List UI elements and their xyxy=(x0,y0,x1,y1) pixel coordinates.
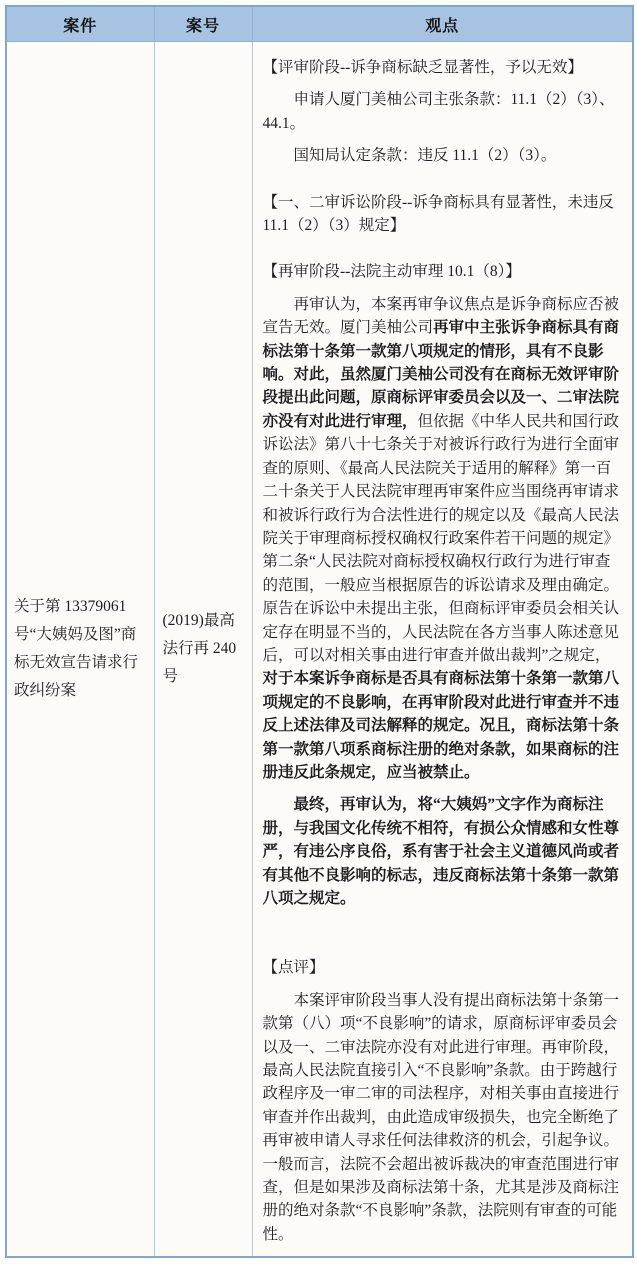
opinion-paragraph: 申请人厦门美柚公司主张条款：11.1（2）（3）、44.1。 xyxy=(262,91,615,132)
opinion-section-header: 【再审阶段--法院主动审理 10.1（8）】 xyxy=(262,263,521,281)
opinion-content xyxy=(263,56,623,1246)
header-row xyxy=(6,6,633,42)
opinion-cell xyxy=(252,42,633,1258)
opinion-section-header: 【点评】 xyxy=(262,959,325,977)
col-header-number: 案号 xyxy=(154,6,252,42)
col-header-case: 案件 xyxy=(6,6,154,42)
case-name-cell xyxy=(6,42,154,1258)
opinion-paragraph: 本案评审阶段当事人没有提出商标法第十条第一款第（八）项“不良影响”的请求，原商标评审委员会以及一、二审法院亦没有对此进行审理。再审阶段，最高人民法院直接引入“不良影响”条款。由于跨越行政程序及一审二审的司法程序，对相关事由直接进行审查并作出裁判，由此造成审级损失，也完全断绝了再审被申请人寻求任何法律救济的机会，引起争议。一般而言，法院不会超出被诉裁决的审查范围进行审查，但是如果涉及商标法第十条，尤其是涉及商标注册的绝对条款“不良影响”条款，法院则有审查的可能性。 xyxy=(262,991,620,1243)
case-number-text: (2019)最高法行再 240 号 xyxy=(162,612,237,686)
case-name-text: 关于第 13379061 号“大姨妈及图”商标无效宣告请求行政纠纷案 xyxy=(14,598,139,700)
opinion-paragraph: 国知局认定条款：违反 11.1（2）（3）。 xyxy=(293,147,557,165)
opinion-paragraph: 最终，再审认为，将“大姨妈”文字作为商标注册，与我国文化传统不相符，有损公众情感和女性尊严，有违公序良俗，系有害于社会主义道德风尚或者有其他不良影响的标志，违反商标法第十条第一款第八项之规定。 xyxy=(262,796,620,907)
opinion-paragraph: 再审认为，本案再审争议焦点是诉争商标应否被宣告无效。厦门美柚公司再审中主张诉争商标具有商标法第十条第一款第八项规定的情形，具有不良影响。对此，虽然厦门美柚公司没有在商标无效评审阶段提出此问题，原商标评审委员会以及一、二审法院亦没有对此进行审理，但依据《中华人民共和国行政诉讼法》第八十七条关于对被诉行政行为进行全面审查的原则、《最高人民法院关于适用的解释》第一百二十条关于人民法院审理再审案件应当围绕再审请求和被诉行政行为合法性进行的规定以及《最高人民法院关于审理商标授权确权行政案件若干问题的规定》第二条“人民法院对商标授权确权行政行为进行审查的范围，一般应当根据原告的诉讼请求及理由确定。原告在诉讼中未提出主张，但商标评审委员会相关认定存在明显不当的，人民法院在各方当事人陈述意见后，可以对相关事由进行审查并做出裁判”之规定，对于本案诉争商标是否具有商标法第十条第一款第八项规定的不良影响，在再审阶段对此进行审查并不违反上述法律及司法解释的规定。况且，商标法第十条第一款第八项系商标注册的绝对条款，如果商标的注册违反此条规定，应当被禁止。 xyxy=(262,295,620,781)
case-table xyxy=(5,5,634,1258)
opinion-section-header: 【一、二审诉讼阶段--诉争商标具有显著性，未违反 11.1（2）（3）规定】 xyxy=(262,193,614,235)
col-header-opinion: 观点 xyxy=(252,6,633,42)
table-row xyxy=(6,42,633,1258)
opinion-section-header: 【评审阶段--诉争商标缺乏显著性，予以无效】 xyxy=(262,59,583,76)
case-number-cell xyxy=(154,42,252,1258)
